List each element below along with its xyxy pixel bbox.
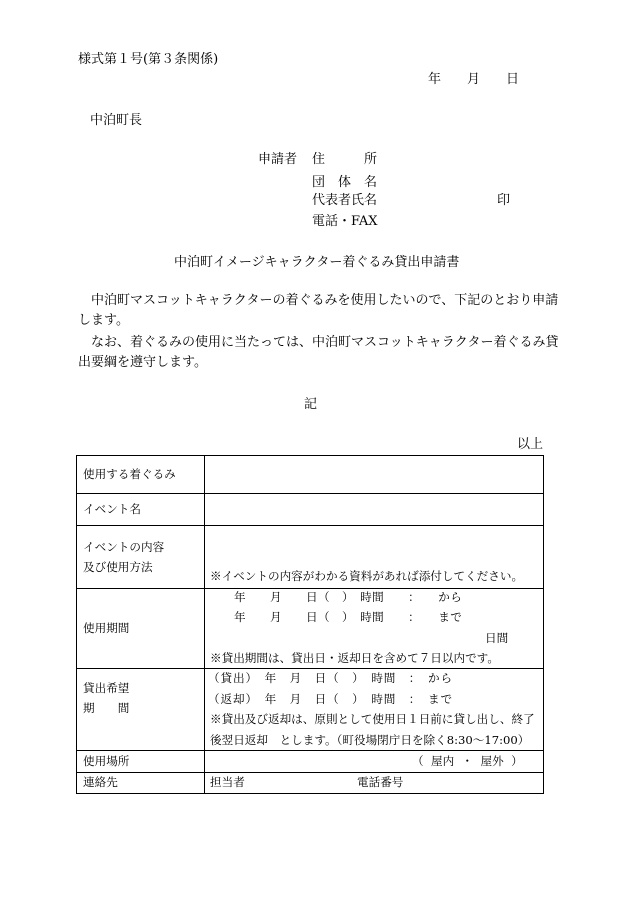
loan-period-label-line-1: 貸出希望 bbox=[83, 681, 130, 695]
usage-period-label: 使用期間 bbox=[83, 621, 130, 635]
costume-label: 使用する着ぐるみ bbox=[83, 467, 176, 481]
paragraph-1-line-1: 中泊町マスコットキャラクターの着ぐるみを使用したいので、下記のとおり申請 bbox=[91, 293, 559, 308]
contact-person-label: 担当者 bbox=[210, 775, 245, 789]
notation-ki: 記 bbox=[304, 397, 318, 412]
table-row-loan-period bbox=[77, 668, 543, 750]
usage-period-note: ※貸出期間は、貸出日・返却日を含めて７日以内です。 bbox=[210, 651, 499, 665]
usage-end-line: 年 月 日（ ） 時間 ： まで bbox=[234, 610, 463, 624]
event-details-note: ※イベントの内容がわかる資料があれば添付してください。 bbox=[210, 569, 524, 583]
usage-period-value-cell bbox=[205, 589, 543, 668]
return-line: （返却） 年 月 日（ ） 時間 ： まで bbox=[208, 692, 453, 706]
table-row-venue bbox=[77, 750, 543, 772]
loan-period-label-cell bbox=[77, 669, 205, 750]
paragraph-1-line-2: します。 bbox=[78, 313, 129, 328]
event-details-label-cell bbox=[77, 526, 205, 588]
phone-fax-label: 電話・FAX bbox=[312, 214, 378, 229]
contact-phone-label: 電話番号 bbox=[357, 775, 404, 789]
event-name-label-cell bbox=[77, 494, 205, 525]
venue-options: （ 屋内 ・ 屋外 ） bbox=[412, 754, 523, 768]
usage-days: 日間 bbox=[485, 631, 509, 645]
table-row-costume bbox=[77, 456, 543, 493]
venue-value-cell bbox=[205, 751, 543, 772]
event-details-label-line-2: 及び使用方法 bbox=[83, 560, 153, 574]
usage-start-line: 年 月 日（ ） 時間 ： から bbox=[234, 590, 463, 604]
form-number: 様式第１号(第３条関係) bbox=[78, 52, 219, 67]
table-row-event-details bbox=[77, 525, 543, 588]
loan-line: （貸出） 年 月 日（ ） 時間 ： から bbox=[208, 671, 453, 685]
contact-label-cell bbox=[77, 773, 205, 793]
table-row-contact bbox=[77, 772, 543, 793]
venue-label: 使用場所 bbox=[83, 754, 130, 768]
organization-label: 団 体 名 bbox=[312, 175, 378, 190]
loan-note-line-2: 後翌日返却 とします。（町役場閉庁日を除く8:30～17:00） bbox=[210, 733, 530, 747]
contact-value-cell bbox=[205, 773, 543, 793]
usage-period-label-cell bbox=[77, 589, 205, 668]
seal-mark: 印 bbox=[497, 193, 511, 208]
loan-period-value-cell bbox=[205, 669, 543, 750]
event-details-label-line-1: イベントの内容 bbox=[83, 540, 165, 554]
loan-period-label-line-2: 期 間 bbox=[83, 701, 130, 715]
applicant-label: 申請者 bbox=[258, 152, 298, 167]
closing-ijo: 以上 bbox=[517, 437, 544, 452]
event-details-value-cell bbox=[205, 526, 543, 588]
costume-label-cell bbox=[77, 456, 205, 493]
date-line: 年 月 日 bbox=[428, 72, 520, 87]
event-name-value-cell bbox=[205, 494, 543, 525]
addressee: 中泊町長 bbox=[90, 113, 143, 128]
table-row-usage-period bbox=[77, 588, 543, 668]
representative-label: 代表者氏名 bbox=[312, 193, 378, 208]
table-row-event-name bbox=[77, 493, 543, 525]
paragraph-2-line-1: なお、着ぐるみの使用に当たっては、中泊町マスコットキャラクター着ぐるみ貸 bbox=[91, 335, 559, 350]
contact-label: 連絡先 bbox=[83, 775, 118, 789]
document-title: 中泊町イメージキャラクター着ぐるみ貸出申請書 bbox=[174, 255, 460, 270]
event-name-label: イベント名 bbox=[83, 502, 141, 516]
paragraph-2-line-2: 出要綱を遵守します。 bbox=[78, 355, 207, 370]
costume-value-cell bbox=[205, 456, 543, 493]
application-table bbox=[76, 455, 544, 794]
address-label: 住 所 bbox=[312, 152, 378, 167]
loan-note-line-1: ※貸出及び返却は、原則として使用日１日前に貸し出し、終了 bbox=[210, 712, 535, 726]
venue-label-cell bbox=[77, 751, 205, 772]
